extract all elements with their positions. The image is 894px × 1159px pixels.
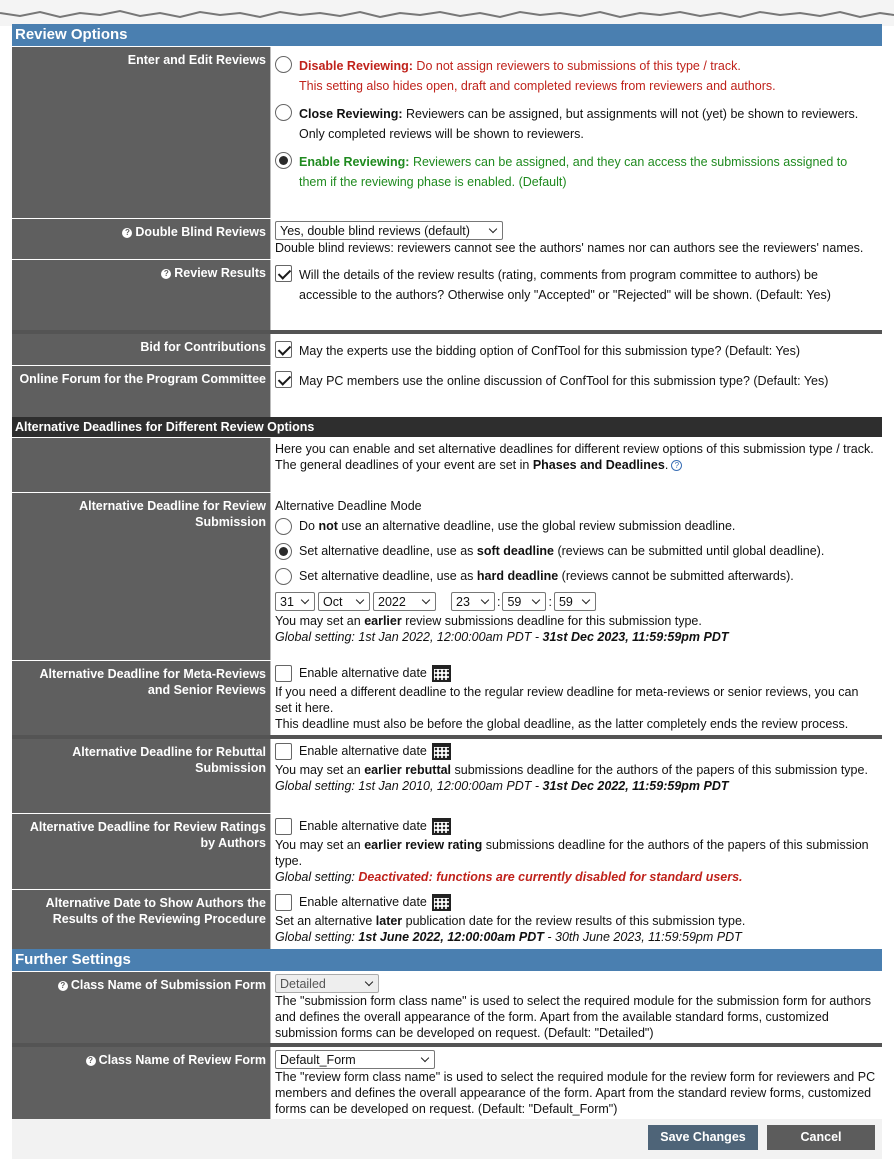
review-form-label: Class Name of Review Form xyxy=(98,1053,266,1067)
row-bid xyxy=(12,330,882,365)
calendar-icon[interactable] xyxy=(432,665,451,682)
chevron-down-icon xyxy=(582,596,590,604)
row-review-results xyxy=(12,259,882,330)
submission-form-label: Class Name of Submission Form xyxy=(70,978,266,992)
button-bar xyxy=(12,1119,882,1159)
torn-edge xyxy=(0,0,894,26)
row-alt-ratings: Alternative Deadline for Review Ratings by Authors Enable alternative date You may set an earlier review rating submissions deadline for the authors of the papers of this submission type. Global setting: Deactivated: functions are currently disabled for standard users. xyxy=(12,813,882,889)
cancel-button[interactable]: Cancel xyxy=(767,1125,875,1150)
alt-meta-reviews-label: Alternative Deadline for Meta-Reviews and Senior Reviews xyxy=(12,661,270,735)
chevron-down-icon xyxy=(421,1054,429,1062)
row-alt-meta-reviews: Alternative Deadline for Meta-Reviews and Senior Reviews Enable alternative date If you need a different deadline to the regular review deadline for meta-reviews or senior reviews, you can set it here. This deadline must also be before the global deadline, as the latter completely ends the review process. xyxy=(12,660,882,735)
minute-select[interactable]: 59 xyxy=(502,592,546,611)
review-form-description: The "review form class name" is used to select the required module for the review form for reviewers and PC members and defines the overall appearance of the form. Apart from the standard review forms, customized forms can be developed on request. (Default: "Default_Form") xyxy=(275,1070,876,1116)
settings-form xyxy=(12,24,882,1159)
chevron-down-icon xyxy=(356,596,364,604)
forum-label: Online Forum for the Program Committee xyxy=(12,366,270,417)
alt-ratings-label: Alternative Deadline for Review Ratings by Authors xyxy=(12,814,270,889)
forum-text: May PC members use the online discussion of ConfTool for this submission type? (Default: Yes) xyxy=(299,374,829,388)
double-blind-description: Double blind reviews: reviewers cannot see the authors' names nor can authors see the reviewers' names. xyxy=(275,241,864,255)
help-icon[interactable]: ? xyxy=(161,269,171,279)
chevron-down-icon xyxy=(481,596,489,604)
bid-label: Bid for Contributions xyxy=(12,334,270,365)
radio-no-alt-deadline[interactable] xyxy=(275,518,292,535)
chevron-down-icon xyxy=(365,978,373,986)
disable-text2: This setting also hides open, draft and completed reviews from reviewers and authors. xyxy=(299,79,776,93)
chevron-down-icon xyxy=(489,225,497,233)
option-enable-reviewing[interactable] xyxy=(275,148,878,196)
checkbox-ratings[interactable] xyxy=(275,818,292,835)
checkbox-show-results[interactable] xyxy=(275,894,292,911)
row-double-blind xyxy=(12,218,882,259)
save-changes-button[interactable]: Save Changes xyxy=(648,1125,758,1150)
enable-text: Reviewers can be assigned, and they can access the submissions assigned to them if the reviewing phase is enabled. (Default) xyxy=(299,155,848,189)
option-close-reviewing[interactable] xyxy=(275,100,878,148)
deadline-date-picker: 31 Oct 2022 23 : 59 : 59 xyxy=(275,589,878,613)
submission-form-select[interactable]: Detailed xyxy=(275,974,379,993)
row-alt-review-submission: Alternative Deadline for Review Submission Alternative Deadline Mode Do not use an alternative deadline, use the global review submission deadline. Set alternative deadline, use as soft deadline (reviews can be submitted until global deadline). Set alternative deadline, use as hard deadline (reviews cannot be submitted afterwards). 31 Oct 2022 23 : 59 : 59 You may set an earlier review submissions deadline for this submission type. Global setting: 1st Jan 2022, 12:00:00am PDT - 31st Dec 2023, 11:59:59pm PDT xyxy=(12,492,882,660)
section-review-options: Review Options xyxy=(12,24,882,46)
disable-text: Do not assign reviewers to submissions of this type / track. xyxy=(416,59,741,73)
calendar-icon[interactable] xyxy=(432,743,451,760)
alt-show-results-label: Alternative Date to Show Authors the Results of the Reviewing Procedure xyxy=(12,890,270,949)
double-blind-label: Double Blind Reviews xyxy=(135,225,266,239)
review-results-label: Review Results xyxy=(174,266,266,280)
month-select[interactable]: Oct xyxy=(318,592,370,611)
help-icon[interactable]: ? xyxy=(671,460,682,471)
help-icon[interactable]: ? xyxy=(58,981,68,991)
row-enter-edit-reviews xyxy=(12,46,882,218)
mode-label: Alternative Deadline Mode xyxy=(275,499,422,513)
option-soft-deadline[interactable]: Set alternative deadline, use as soft deadline (reviews can be submitted until global deadline). xyxy=(275,539,878,564)
help-icon[interactable]: ? xyxy=(86,1056,96,1066)
section-alt-deadlines: Alternative Deadlines for Different Review Options xyxy=(12,417,882,437)
chevron-down-icon xyxy=(422,596,430,604)
year-select[interactable]: 2022 xyxy=(373,592,436,611)
enable-title: Enable Reviewing: xyxy=(299,155,410,169)
bid-text: May the experts use the bidding option of ConfTool for this submission type? (Default: Yes) xyxy=(299,344,800,358)
section-further-settings: Further Settings xyxy=(12,949,882,971)
row-alt-show-results: Alternative Date to Show Authors the Results of the Reviewing Procedure Enable alternative date Set an alternative later publication date for the review results of this submission type. Global setting: 1st June 2022, 12:00:00am PDT - 30th June 2023, 11:59:59pm PDT xyxy=(12,889,882,949)
alt-review-submission-label: Alternative Deadline for Review Submission xyxy=(12,493,270,660)
help-icon[interactable]: ? xyxy=(122,228,132,238)
calendar-icon[interactable] xyxy=(432,818,451,835)
radio-hard-deadline[interactable] xyxy=(275,568,292,585)
chevron-down-icon xyxy=(532,596,540,604)
submission-form-description: The "submission form class name" is used to select the required module for the submission form for authors and defines the overall appearance of the form. Apart from the available standard forms, customized submission forms can be developed on request. (Default: "Detailed") xyxy=(275,994,871,1040)
row-alt-intro: Here you can enable and set alternative deadlines for different review options of this submission type / track. The general deadlines of your event are set in Phases and Deadlines. ? xyxy=(12,437,882,492)
checkbox-bid[interactable] xyxy=(275,341,292,358)
checkbox-rebuttal[interactable] xyxy=(275,743,292,760)
close-title: Close Reviewing: xyxy=(299,107,403,121)
hour-select[interactable]: 23 xyxy=(451,592,495,611)
radio-disable-reviewing[interactable] xyxy=(275,56,292,73)
checkbox-forum[interactable] xyxy=(275,371,292,388)
radio-soft-deadline[interactable] xyxy=(275,543,292,560)
review-results-text: Will the details of the review results (rating, comments from program committee to authors) be accessible to the authors? Otherwise only "Accepted" or "Rejected" will be shown. (Default: Yes) xyxy=(299,268,831,302)
calendar-icon[interactable] xyxy=(432,894,451,911)
day-select[interactable]: 31 xyxy=(275,592,315,611)
double-blind-select[interactable]: Yes, double blind reviews (default) xyxy=(275,221,503,240)
disable-title: Disable Reviewing: xyxy=(299,59,413,73)
chevron-down-icon xyxy=(301,596,309,604)
checkbox-meta-reviews[interactable] xyxy=(275,665,292,682)
option-disable-reviewing[interactable] xyxy=(275,52,878,100)
row-alt-rebuttal: Alternative Deadline for Rebuttal Submission Enable alternative date You may set an earlier rebuttal submissions deadline for the authors of the papers of this submission type. Global setting: 1st Jan 2010, 12:00:00am PDT - 31st Dec 2022, 11:59:59pm PDT xyxy=(12,735,882,813)
checkbox-review-results[interactable] xyxy=(275,265,292,282)
option-hard-deadline[interactable]: Set alternative deadline, use as hard deadline (reviews cannot be submitted afterwards). xyxy=(275,564,878,589)
review-form-select[interactable]: Default_Form xyxy=(275,1050,435,1069)
phases-deadlines-link[interactable]: Phases and Deadlines xyxy=(532,458,665,472)
radio-close-reviewing[interactable] xyxy=(275,104,292,121)
alt-rebuttal-label: Alternative Deadline for Rebuttal Submission xyxy=(12,739,270,813)
option-no-alt-deadline[interactable]: Do not use an alternative deadline, use the global review submission deadline. xyxy=(275,514,878,539)
row-forum xyxy=(12,365,882,417)
alt-intro-text: Here you can enable and set alternative deadlines for different review options of this submission type / track. xyxy=(275,442,874,456)
row-submission-form xyxy=(12,971,882,1043)
second-select[interactable]: 59 xyxy=(554,592,596,611)
close-text: Reviewers can be assigned, but assignments will not (yet) be shown to reviewers. Only completed reviews will be shown to reviewers. xyxy=(299,107,859,141)
row-review-form xyxy=(12,1043,882,1119)
enter-edit-label: Enter and Edit Reviews xyxy=(12,47,270,218)
radio-enable-reviewing[interactable] xyxy=(275,152,292,169)
